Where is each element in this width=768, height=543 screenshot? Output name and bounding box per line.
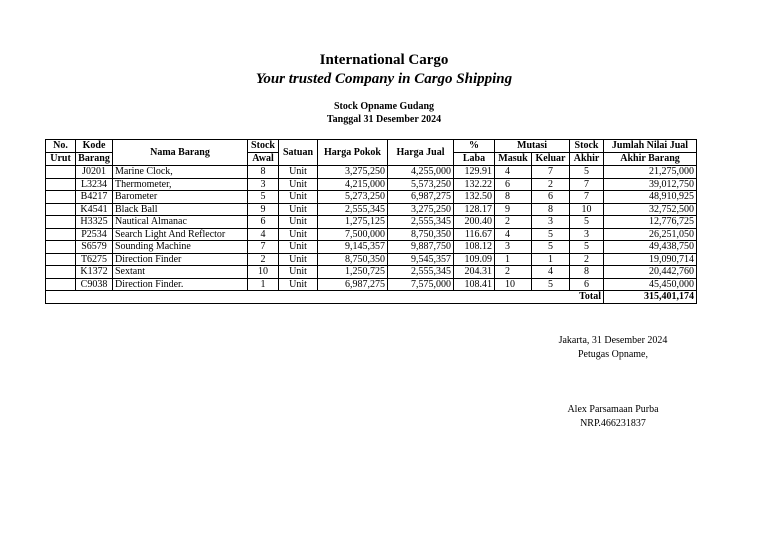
cell-satuan: Unit bbox=[279, 203, 318, 216]
table-row bbox=[46, 166, 697, 179]
cell-nama: Direction Finder. bbox=[113, 278, 248, 291]
cell-satuan: Unit bbox=[279, 253, 318, 266]
cell-harga-jual: 8,750,350 bbox=[388, 228, 454, 241]
cell-no bbox=[46, 241, 76, 254]
cell-harga-jual: 7,575,000 bbox=[388, 278, 454, 291]
cell-keluar: 5 bbox=[532, 278, 570, 291]
cell-keluar: 5 bbox=[532, 228, 570, 241]
cell-keluar: 2 bbox=[532, 178, 570, 191]
cell-masuk: 4 bbox=[495, 166, 532, 179]
cell-no bbox=[46, 203, 76, 216]
cell-no bbox=[46, 166, 76, 179]
cell-laba: 132.50 bbox=[454, 191, 495, 204]
cell-harga-jual: 6,987,275 bbox=[388, 191, 454, 204]
cell-laba: 200.40 bbox=[454, 216, 495, 229]
cell-nama: Sextant bbox=[113, 266, 248, 279]
cell-harga-pokok: 1,275,125 bbox=[318, 216, 388, 229]
cell-stock-awal: 1 bbox=[248, 278, 279, 291]
cell-no bbox=[46, 191, 76, 204]
header-no: No. bbox=[46, 140, 76, 153]
cell-laba: 116.67 bbox=[454, 228, 495, 241]
cell-keluar: 7 bbox=[532, 166, 570, 179]
table-row bbox=[46, 191, 697, 204]
cell-harga-jual: 9,545,357 bbox=[388, 253, 454, 266]
table-row bbox=[46, 203, 697, 216]
cell-nama: Sounding Machine bbox=[113, 241, 248, 254]
cell-masuk: 1 bbox=[495, 253, 532, 266]
table-row bbox=[46, 216, 697, 229]
cell-stock-awal: 6 bbox=[248, 216, 279, 229]
cell-no bbox=[46, 278, 76, 291]
cell-jumlah: 12,776,725 bbox=[604, 216, 697, 229]
cell-harga-jual: 2,555,345 bbox=[388, 216, 454, 229]
cell-laba: 128.17 bbox=[454, 203, 495, 216]
cell-stock-akhir: 10 bbox=[570, 203, 604, 216]
cell-harga-jual: 4,255,000 bbox=[388, 166, 454, 179]
cell-keluar: 6 bbox=[532, 191, 570, 204]
cell-nama: Barometer bbox=[113, 191, 248, 204]
company-name: International Cargo bbox=[319, 52, 449, 68]
cell-jumlah: 26,251,050 bbox=[604, 228, 697, 241]
cell-kode: S6579 bbox=[76, 241, 113, 254]
report-title: Stock Opname Gudang bbox=[333, 101, 435, 112]
header-masuk: Masuk bbox=[495, 153, 532, 166]
cell-masuk: 4 bbox=[495, 228, 532, 241]
cell-stock-awal: 8 bbox=[248, 166, 279, 179]
cell-keluar: 3 bbox=[532, 216, 570, 229]
cell-laba: 108.12 bbox=[454, 241, 495, 254]
cell-satuan: Unit bbox=[279, 241, 318, 254]
report-date: Tanggal 31 Desember 2024 bbox=[326, 114, 442, 125]
cell-kode: C9038 bbox=[76, 278, 113, 291]
cell-nama: Direction Finder bbox=[113, 253, 248, 266]
header-harga-jual: Harga Jual bbox=[388, 140, 454, 166]
header-stock-akhir: Stock bbox=[570, 140, 604, 153]
table-row bbox=[46, 241, 697, 254]
header-harga-pokok: Harga Pokok bbox=[318, 140, 388, 166]
cell-harga-jual: 9,887,750 bbox=[388, 241, 454, 254]
cell-masuk: 2 bbox=[495, 266, 532, 279]
header-nama-barang: Nama Barang bbox=[113, 140, 248, 166]
cell-masuk: 6 bbox=[495, 178, 532, 191]
signature-nrp: NRP.466231837 bbox=[580, 418, 646, 429]
cell-masuk: 9 bbox=[495, 203, 532, 216]
cell-stock-awal: 9 bbox=[248, 203, 279, 216]
cell-laba: 108.41 bbox=[454, 278, 495, 291]
cell-stock-akhir: 2 bbox=[570, 253, 604, 266]
cell-jumlah: 39,012,750 bbox=[604, 178, 697, 191]
cell-stock-awal: 10 bbox=[248, 266, 279, 279]
cell-stock-akhir: 5 bbox=[570, 241, 604, 254]
cell-stock-awal: 2 bbox=[248, 253, 279, 266]
cell-kode: K1372 bbox=[76, 266, 113, 279]
cell-laba: 129.91 bbox=[454, 166, 495, 179]
cell-stock-akhir: 5 bbox=[570, 166, 604, 179]
cell-keluar: 1 bbox=[532, 253, 570, 266]
cell-stock-akhir: 5 bbox=[570, 216, 604, 229]
cell-kode: T6275 bbox=[76, 253, 113, 266]
cell-keluar: 8 bbox=[532, 203, 570, 216]
cell-kode: P2534 bbox=[76, 228, 113, 241]
header-keluar: Keluar bbox=[532, 153, 570, 166]
signature-role: Petugas Opname, bbox=[578, 349, 648, 360]
signature-place-date: Jakarta, 31 Desember 2024 bbox=[558, 335, 668, 346]
cell-jumlah: 48,910,925 bbox=[604, 191, 697, 204]
cell-laba: 132.22 bbox=[454, 178, 495, 191]
cell-satuan: Unit bbox=[279, 278, 318, 291]
cell-jumlah: 20,442,760 bbox=[604, 266, 697, 279]
header-stock-awal: Stock bbox=[248, 140, 279, 153]
cell-stock-akhir: 6 bbox=[570, 278, 604, 291]
cell-harga-pokok: 3,275,250 bbox=[318, 166, 388, 179]
cell-harga-pokok: 6,987,275 bbox=[318, 278, 388, 291]
header-mutasi: Mutasi bbox=[495, 140, 570, 153]
header-laba: Laba bbox=[454, 153, 495, 166]
cell-satuan: Unit bbox=[279, 166, 318, 179]
cell-no bbox=[46, 216, 76, 229]
cell-stock-akhir: 8 bbox=[570, 266, 604, 279]
table-row bbox=[46, 278, 697, 291]
cell-jumlah: 32,752,500 bbox=[604, 203, 697, 216]
table-row bbox=[46, 178, 697, 191]
cell-jumlah: 21,275,000 bbox=[604, 166, 697, 179]
cell-stock-awal: 4 bbox=[248, 228, 279, 241]
cell-satuan: Unit bbox=[279, 266, 318, 279]
cell-kode: H3325 bbox=[76, 216, 113, 229]
cell-stock-awal: 7 bbox=[248, 241, 279, 254]
header-awal: Awal bbox=[248, 153, 279, 166]
total-row bbox=[46, 291, 697, 304]
cell-jumlah: 19,090,714 bbox=[604, 253, 697, 266]
cell-masuk: 8 bbox=[495, 191, 532, 204]
cell-stock-awal: 3 bbox=[248, 178, 279, 191]
cell-nama: Search Light And Reflector bbox=[113, 228, 248, 241]
header-kode: Kode bbox=[76, 140, 113, 153]
cell-no bbox=[46, 253, 76, 266]
cell-stock-akhir: 3 bbox=[570, 228, 604, 241]
header-jumlah: Jumlah Nilai Jual bbox=[604, 140, 697, 153]
header-barang: Barang bbox=[76, 153, 113, 166]
cell-harga-pokok: 2,555,345 bbox=[318, 203, 388, 216]
cell-keluar: 4 bbox=[532, 266, 570, 279]
cell-stock-akhir: 7 bbox=[570, 191, 604, 204]
cell-laba: 109.09 bbox=[454, 253, 495, 266]
table-row bbox=[46, 253, 697, 266]
total-label: Total bbox=[46, 291, 604, 304]
cell-nama: Black Ball bbox=[113, 203, 248, 216]
cell-masuk: 10 bbox=[495, 278, 532, 291]
cell-harga-pokok: 4,215,000 bbox=[318, 178, 388, 191]
header-akhir: Akhir bbox=[570, 153, 604, 166]
company-tagline: Your trusted Company in Cargo Shipping bbox=[255, 71, 513, 87]
cell-harga-pokok: 9,145,357 bbox=[318, 241, 388, 254]
cell-no bbox=[46, 178, 76, 191]
total-value: 315,401,174 bbox=[604, 291, 697, 304]
cell-laba: 204.31 bbox=[454, 266, 495, 279]
cell-no bbox=[46, 228, 76, 241]
cell-harga-jual: 5,573,250 bbox=[388, 178, 454, 191]
cell-stock-awal: 5 bbox=[248, 191, 279, 204]
cell-satuan: Unit bbox=[279, 228, 318, 241]
cell-masuk: 2 bbox=[495, 216, 532, 229]
cell-harga-jual: 3,275,250 bbox=[388, 203, 454, 216]
cell-masuk: 3 bbox=[495, 241, 532, 254]
table-row bbox=[46, 266, 697, 279]
cell-satuan: Unit bbox=[279, 216, 318, 229]
header-satuan: Satuan bbox=[279, 140, 318, 166]
cell-satuan: Unit bbox=[279, 191, 318, 204]
cell-harga-pokok: 1,250,725 bbox=[318, 266, 388, 279]
cell-kode: K4541 bbox=[76, 203, 113, 216]
cell-kode: L3234 bbox=[76, 178, 113, 191]
cell-kode: B4217 bbox=[76, 191, 113, 204]
cell-stock-akhir: 7 bbox=[570, 178, 604, 191]
cell-satuan: Unit bbox=[279, 178, 318, 191]
cell-jumlah: 45,450,000 bbox=[604, 278, 697, 291]
table-row bbox=[46, 228, 697, 241]
cell-no bbox=[46, 266, 76, 279]
header-akhir-barang: Akhir Barang bbox=[604, 153, 697, 166]
header-percent: % bbox=[454, 140, 495, 153]
cell-nama: Nautical Almanac bbox=[113, 216, 248, 229]
signature-name: Alex Parsamaan Purba bbox=[567, 404, 659, 415]
cell-jumlah: 49,438,750 bbox=[604, 241, 697, 254]
cell-keluar: 5 bbox=[532, 241, 570, 254]
cell-harga-pokok: 8,750,350 bbox=[318, 253, 388, 266]
cell-nama: Marine Clock, bbox=[113, 166, 248, 179]
cell-nama: Thermometer, bbox=[113, 178, 248, 191]
cell-kode: J0201 bbox=[76, 166, 113, 179]
cell-harga-pokok: 5,273,250 bbox=[318, 191, 388, 204]
cell-harga-jual: 2,555,345 bbox=[388, 266, 454, 279]
cell-harga-pokok: 7,500,000 bbox=[318, 228, 388, 241]
stock-opname-table bbox=[45, 139, 697, 304]
header-urut: Urut bbox=[46, 153, 76, 166]
